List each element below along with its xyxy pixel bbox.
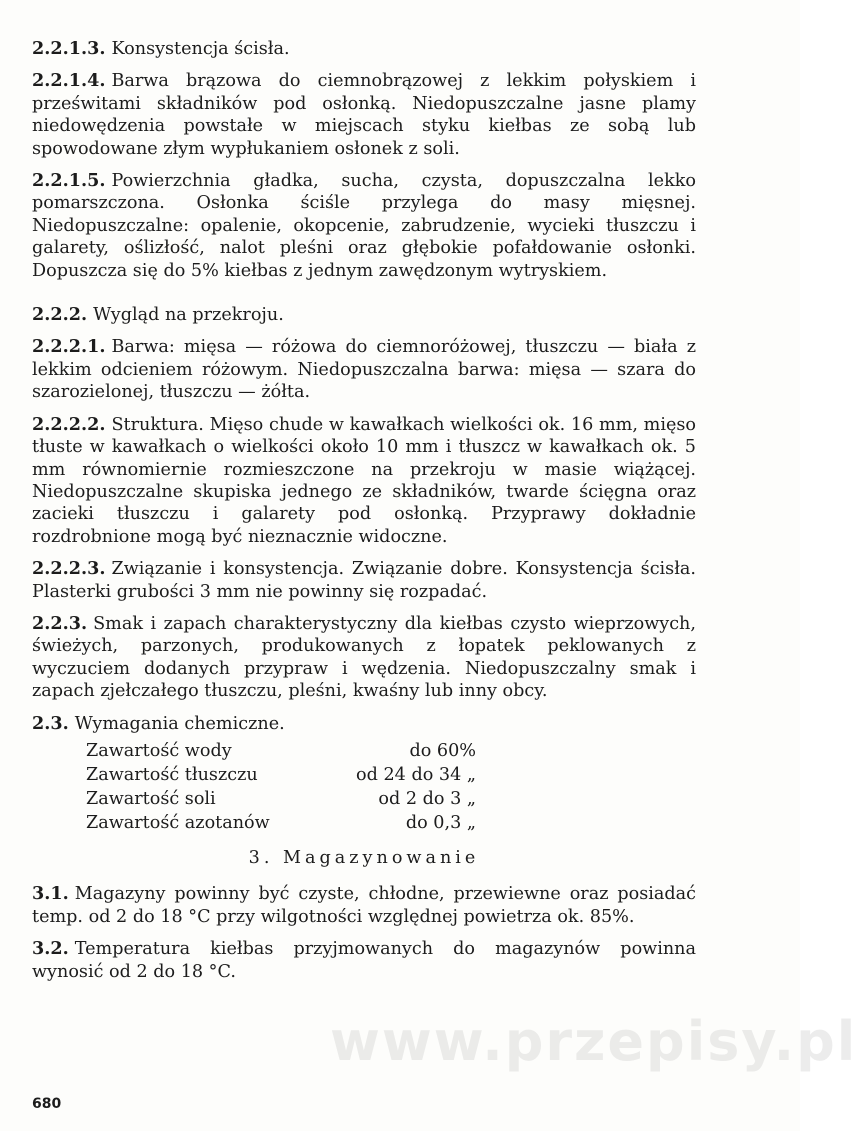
table-cell-label: Zawartość soli (86, 788, 216, 809)
table-cell-value: od 2 do 3 „ (378, 788, 476, 809)
section-text: Wygląd na przekroju. (93, 305, 284, 326)
section-text: Związanie i konsystencja. Związanie dobre. Konsystencja ścisła. Plasterki grubości 3 mm nie powinny się rozpadać. (32, 559, 696, 602)
section-number: 3.1. (32, 883, 69, 905)
section-text: Struktura. Mięso chude w kawałkach wielkości ok. 16 mm, mięso tłuste w kawałkach o wielkości około 10 mm i tłuszcz w kawałkach ok. 5 mm równomiernie rozmieszczone na przekroju w masie wiążącej. Niedopuszczalne skupiska jednego ze składników, twarde ścięgna oraz zacieki tłuszczu i galarety pod osłonką. Przyprawy dokładnie rozdrobnione mogą być nieznacznie widoczne. (32, 414, 696, 547)
section-number: 2.2.1.5. (32, 170, 106, 192)
section-number: 2.2.2.3. (32, 558, 106, 580)
table-cell-label: Zawartość wody (86, 740, 232, 761)
section-text: Smak i zapach charakterystyczny dla kiełbas czysto wieprzowych, świeżych, parzonych, produkowanych z łopatek peklowanych z wyczuciem dodanych przypraw i wędzenia. Niedopuszczalny smak i zapach zjełczałego tłuszczu, pleśni, kwaśny lub inny obcy. (32, 613, 696, 702)
table-row (86, 811, 476, 835)
section-text: Temperatura kiełbas przyjmowanych do magazynów powinna wynosić od 2 do 18 °C. (32, 939, 696, 982)
section-number: 2.2.1.3. (32, 38, 106, 59)
chapter-title: 3. Magazynowanie (248, 847, 480, 868)
chemical-requirements-table (86, 739, 476, 835)
section-number: 3.2. (32, 938, 69, 960)
spacer (32, 292, 696, 304)
section-2-2-2-3 (32, 558, 696, 603)
section-2-2-2 (32, 304, 696, 326)
section-number: 2.2.2. (32, 304, 88, 326)
table-cell-label: Zawartość azotanów (86, 812, 270, 833)
section-2-2-1-5 (32, 170, 696, 282)
section-3-2 (32, 938, 696, 983)
section-2-2-3 (32, 613, 696, 703)
watermark: www.przepisy.pl (330, 1010, 857, 1073)
section-text: Powierzchnia gładka, sucha, czysta, dopuszczalna lekko pomarszczona. Osłonka ściśle przylega do masy mięsnej. Niedopuszczalne: opalenie, okopcenie, zabrudzenie, wycieki tłuszczu i galarety, oślizłość, nalot pleśni oraz głębokie pofałdowanie osłonki. Dopuszcza się do 5% kiełbas z jednym zawędzonym wytryskiem. (32, 171, 696, 281)
table-cell-value: do 0,3 „ (405, 812, 476, 833)
page-number: 680 (32, 1096, 62, 1112)
section-number: 2.3. (32, 712, 69, 734)
table-row (86, 787, 476, 811)
section-2-2-1-3 (32, 38, 696, 60)
section-2-3 (32, 713, 696, 735)
section-number: 2.2.2.2. (32, 413, 106, 435)
section-number: 2.2.1.4. (32, 70, 106, 92)
section-text: Magazyny powinny być czyste, chłodne, przewiewne oraz posiadać temp. od 2 do 18 °C przy wilgotności względnej powietrza ok. 85%. (32, 884, 696, 927)
table-row (86, 763, 476, 787)
section-3-1 (32, 883, 696, 928)
table-cell-value: od 24 do 34 „ (356, 764, 476, 785)
section-2-2-2-1 (32, 336, 696, 403)
section-number: 2.2.3. (32, 612, 88, 634)
section-text: Wymagania chemiczne. (74, 713, 285, 734)
document-body (32, 38, 696, 993)
section-number: 2.2.2.1. (32, 336, 106, 358)
table-cell-value: do 60% (409, 740, 476, 761)
table-cell-label: Zawartość tłuszczu (86, 764, 258, 785)
section-text: Barwa brązowa do ciemnobrązowej z lekkim połyskiem i prześwitami składników pod osłonką. Niedopuszczalne jasne plamy niedowędzenia powstałe w miejscach styku kiełbas ze sobą lub spowodowane złym wypłukaniem osłonek z soli. (32, 71, 696, 159)
section-text: Konsystencja ścisła. (111, 39, 290, 59)
section-2-2-1-4 (32, 70, 696, 160)
section-text: Barwa: mięsa — różowa do ciemnoróżowej, tłuszczu — biała z lekkim odcieniem różowym. Niedopuszczalna barwa: mięsa — szara do szarozielonej, tłuszczu — żółta. (32, 337, 696, 403)
section-2-2-2-2 (32, 414, 696, 548)
table-row (86, 739, 476, 763)
